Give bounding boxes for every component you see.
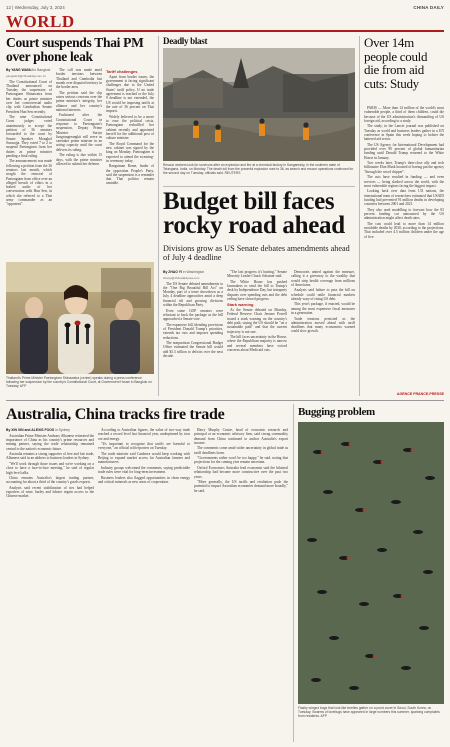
para: "The last progress it's hurting," Senate Minority Leader Chuck Schumer said. — [227, 270, 287, 279]
para: Australian Prime Minister Anthony Albanese reiterated the importance of China as his country's prime resources and mining partner, saying the trade relationship remained central to the nation's economic future. — [6, 433, 94, 451]
masthead: CHINA DAILY — [413, 4, 444, 10]
subhead-budget: Stark warning — [227, 301, 254, 307]
email-thai: yangwanli@chinadaily.com.cn — [6, 73, 47, 78]
page-info: 12 | Wednesday, July 3, 2024 — [6, 4, 65, 10]
para: The comments come amid wider uncertainty in global trade as tariff deadlines loom. — [194, 446, 288, 455]
para: They also used modelling to forecast how the 83 percent funding cut announced by the US administration might affect death rates. — [364, 207, 444, 221]
para: The ruling is due within 15 days, with the prime minister allowed to submit her defense. — [56, 153, 102, 166]
australia-col-2 — [98, 428, 190, 740]
para: Business leaders also flagged opportunities in clean energy and critical minerals as new areas of cooperation. — [98, 475, 190, 485]
para: "It's important to recognise that tariffs are harmful to everyone," an official told reporters on Tuesday. — [98, 442, 190, 451]
aid-cuts-text — [364, 106, 444, 390]
headline-deadly-blast: Deadly blast — [163, 36, 208, 46]
para: The bill faces uncertainty in the House, where the Republican majority is narrow and several members have voiced concerns about Medicaid cuts. — [227, 335, 287, 352]
para: Fashioned after the Constitutional Court in response to Paetongtarn's suspension, Deputy Prime Minister Suriya Jungrungreangkit will serve as caretaker prime minister in an acting capacity until the court delivers its ruling. — [56, 113, 102, 152]
para: The call was made amid border tensions between Thailand and Cambodia last month over disputed territory in the border area. — [56, 68, 102, 90]
headline-thai: Court suspends Thai PM over phone leak — [6, 35, 144, 64]
para: Australia remains a strong supporter of free and fair trade, Albanese said in an address to business leaders in Sydney. — [6, 452, 94, 461]
headline-bugging: Bugging problem — [298, 406, 375, 418]
para: "Governments rather won't be too happy," he said, noting that projections for the coming year remain uncertain. — [194, 456, 288, 465]
para: Analysts said recent stabilization of ties had helped exporters of wine, barley and lobster regain access to the Chinese market. — [6, 485, 94, 499]
para: "We'll work through those issues and we're working on a close to have a face-to-face meeting," he said of regular high-level talks. — [6, 461, 94, 475]
para: The petition said the clip raises serious concerns over the prime minister's integrity, her alliance and her country's national interests. — [56, 90, 102, 112]
para: The Constitutional Court of Thailand announced on Tuesday the suspension of Paetongtarn Shinawatra from her duties as prime minister over her controversial audio clip with Cambodian Senate President Hun Sen recently. — [6, 79, 52, 114]
para: Apart from border issues, the government is facing significant challenges due to the United States' tariff policy. If no trade agreement is reached or the July 9 deadline is not extended, the US would be imposing tariffs at the rate of 36 percent on Thai imports. — [106, 74, 154, 114]
para: The cuts have resulted in funding — and even services — being slashed across the world, with the most vulnerable regions facing the biggest impact. — [364, 175, 444, 188]
para: The expansive bill, blending provisions of President Donald Trump's priorities, extends tax cuts and imposes spending reductions. — [163, 322, 223, 340]
para: The US Senate debated amendments to the "One Big Beautiful Bill Act" on Monday, part of a tense showdown as a July 4 deadline approaches amid a deep financial rift and growing divisions within the Republican Party. — [163, 281, 223, 308]
page-header — [6, 2, 444, 12]
thai-photo-caption: Thailand's Prime Minister Paetongtarn Shinawatra (center) speaks during a press conference following her suspension by the country's Constitutional Court, at Government House in Bangkok on Tuesday. AFP — [6, 376, 152, 388]
deck-budget: Divisions grow as US Senate debates amendments ahead of July 4 deadline — [163, 244, 350, 263]
headline-budget: Budget bill faces rocky road ahead — [163, 188, 345, 239]
budget-col-1 — [163, 270, 223, 400]
para: Oxford Economics Australia lead economist said the bilateral relationship had become more constructive over the past two years. — [194, 465, 288, 479]
email-budget: zhaoyi@chinadailyusa.com — [163, 275, 200, 280]
byline-australia: By XIN XIN and ALEXIS FOOS in Sydney — [6, 428, 70, 432]
para: The trade minister said Canberra would keep working with Beijing to expand market access for Australian farmers and manufacturers. — [98, 451, 190, 465]
story-budget — [163, 190, 355, 263]
section-title: WORLD — [6, 12, 75, 31]
subhead-thai: Tariff challenges — [106, 68, 138, 74]
para: Even some GOP senators were reluctant to back the package as the bill approached a Senate vote. — [163, 308, 223, 322]
byline-budget: By ZHAO YI in Washington — [163, 270, 205, 274]
para: Industry groups welcomed the comments, saying predictable trade rules were vital for long-term investment. — [98, 465, 190, 475]
agency-credit: AGENCE FRANCE-PRESSE — [396, 392, 444, 396]
story-australia — [6, 406, 288, 423]
para: Two weeks later, Trump's then-close ally and tech billionaire Elon Musk boasted of having put the agency "through the wood chipper". — [364, 161, 444, 174]
para: The nonpartisan Congressional Budget Office estimated the Senate bill would add $3.3 trillion to deficits over the next decade. — [163, 341, 223, 358]
column-rule — [293, 404, 294, 742]
story-aid-cuts — [364, 36, 444, 90]
column-rule — [158, 36, 159, 396]
para: The US Agency for International Development had provided over 90 percent of global humanitarian funding until Donald Trump returned to the White House in January. — [364, 142, 444, 160]
australia-col-1 — [6, 428, 94, 740]
bugs-caption: Flashy winged bugs that look like beetles gather on a pond cover in Seoul, South Korea, on Tuesday. Swarms of lovebugs have appeared in large numbers this summer, sparking complaints from residents. AFP — [298, 706, 440, 718]
page-divider — [6, 400, 444, 401]
thai-col-2 — [56, 68, 102, 258]
budget-col-2 — [227, 270, 287, 400]
blast-caption: Rescue workers look for survivors after an explosion and fire at a chemical factory in Sangareddy, in the southern state of Telangana, India, on Monday. The death toll from the powerful explosion rose to 36, as search and rescue operations continued for the second day on Tuesday, officials said. REUTERS — [163, 163, 354, 175]
rescue-workers-image — [163, 48, 355, 161]
headline-australia: Australia, China tracks fire trade — [6, 406, 225, 423]
para: Rangsiman Rome, leader of the opposition People's Party, said the suspension is a reminder that Thai politics remain unstable. — [106, 164, 154, 186]
para: The Royal Command for the new cabinet was signed by the king on Monday. Paetongtarn is expected to attend the swearing-in ceremony today. — [106, 141, 154, 163]
para: Looking back over data from 133 nations, the international team of researchers estimated that USAID funding had prevented 91 million deaths in developing countries between 2001 and 2021. — [364, 189, 444, 207]
para: Democrats united against the measure, calling it a giveaway to the wealthy that would strip health coverage from millions of Americans. — [291, 270, 355, 287]
para: The announcement was made following a petition from the 36 senators last month, which sought the removal of Paetongtarn from office over an alleged breach of ethics in a leaked audio of her conversation with Hun Sen, in which she referred to a Thai army commander as an "opponent". — [6, 159, 52, 207]
para: According to Australian figures, the value of two-way trade reached a record level last financial year, underpinned by iron ore and energy. — [98, 428, 190, 441]
story-bugging — [298, 406, 444, 418]
para: The cuts could lead to more than 14 million avoidable deaths by 2030, according to the projections. That included over 4.5 million children under the age of five. — [364, 221, 444, 239]
story-thai — [6, 36, 154, 64]
para: Trade tensions persisted as the administration moved ahead with tariff deadlines that many economists warned could slow growth. — [291, 316, 355, 334]
para: China remains Australia's largest trading partner, accounting for about a third of the country's goods exports. — [6, 476, 94, 485]
budget-col-3 — [291, 270, 355, 400]
bugs-photo — [298, 422, 444, 704]
headline-aid-cuts: Over 14m people could die from aid cuts: Study — [364, 35, 428, 91]
thai-col-1 — [6, 68, 52, 258]
para: "More generally, the US tariffs and retaliation push the potential to impact Australian economies demand more broadly," he said. — [194, 480, 288, 493]
para: Widely believed to be a move to ease the political crisis, Paetongtarn reshuffled her cabinet recently and appointed herself for the additional post of culture minister. — [106, 114, 154, 141]
section-header — [6, 12, 444, 32]
column-rule — [359, 36, 360, 396]
para: The White House has pushed lawmakers to send the bill to Trump's desk by Independence Day, but intraparty disputes over spending cuts and the debt ceiling have slowed progress. — [227, 279, 287, 301]
para: The nine Constitutional Court judges voted unanimously to accept the petition of 36 senators forwarded to the court by Senate Speaker Mongkol Surasajja. They voted 7 to 2 to suspend Paetongtarn from her duties as prime minister pending a final ruling. — [6, 115, 52, 158]
story-divider — [163, 186, 355, 187]
thai-col-3 — [106, 68, 154, 258]
para: This year's package, if enacted, would be among the most expensive fiscal measures in a generation. — [291, 302, 355, 316]
story-deadly-blast — [163, 36, 355, 46]
press-conference-image — [6, 262, 154, 374]
para: Harry Murphy Cruise, head of economic research and principal at an economic advisory firm, said strong commodity demand from China continued to anchor Australia's export income. — [194, 428, 288, 445]
thai-pm-photo — [6, 262, 154, 374]
para: PARIS — More than 14 million of the world's most vulnerable people, a third of them children, could die because of the US administration's dismantling of US foreign aid, according to a study. — [364, 106, 444, 123]
blast-photo — [163, 48, 355, 161]
para: As the Senate debated on Monday, Federal Reserve Chair Jerome Powell issued a stark warning on the country's debt path, saying the US should be "on a sustainable path" and that the current trajectory is not one. — [227, 308, 287, 334]
para: The study, in the Lancet journal was published on Tuesday as world and business leaders gather in a UN conference in Spain this week hoping to bolster the battered aid sector. — [364, 124, 444, 142]
lovebugs-image — [298, 422, 444, 704]
byline-thai: By YANG WANLI in Bangkok — [6, 68, 51, 72]
australia-col-3 — [194, 428, 288, 740]
para: Analysts said failure to pass the bill on schedule could rattle financial markets already wary of rising US debt. — [291, 288, 355, 301]
